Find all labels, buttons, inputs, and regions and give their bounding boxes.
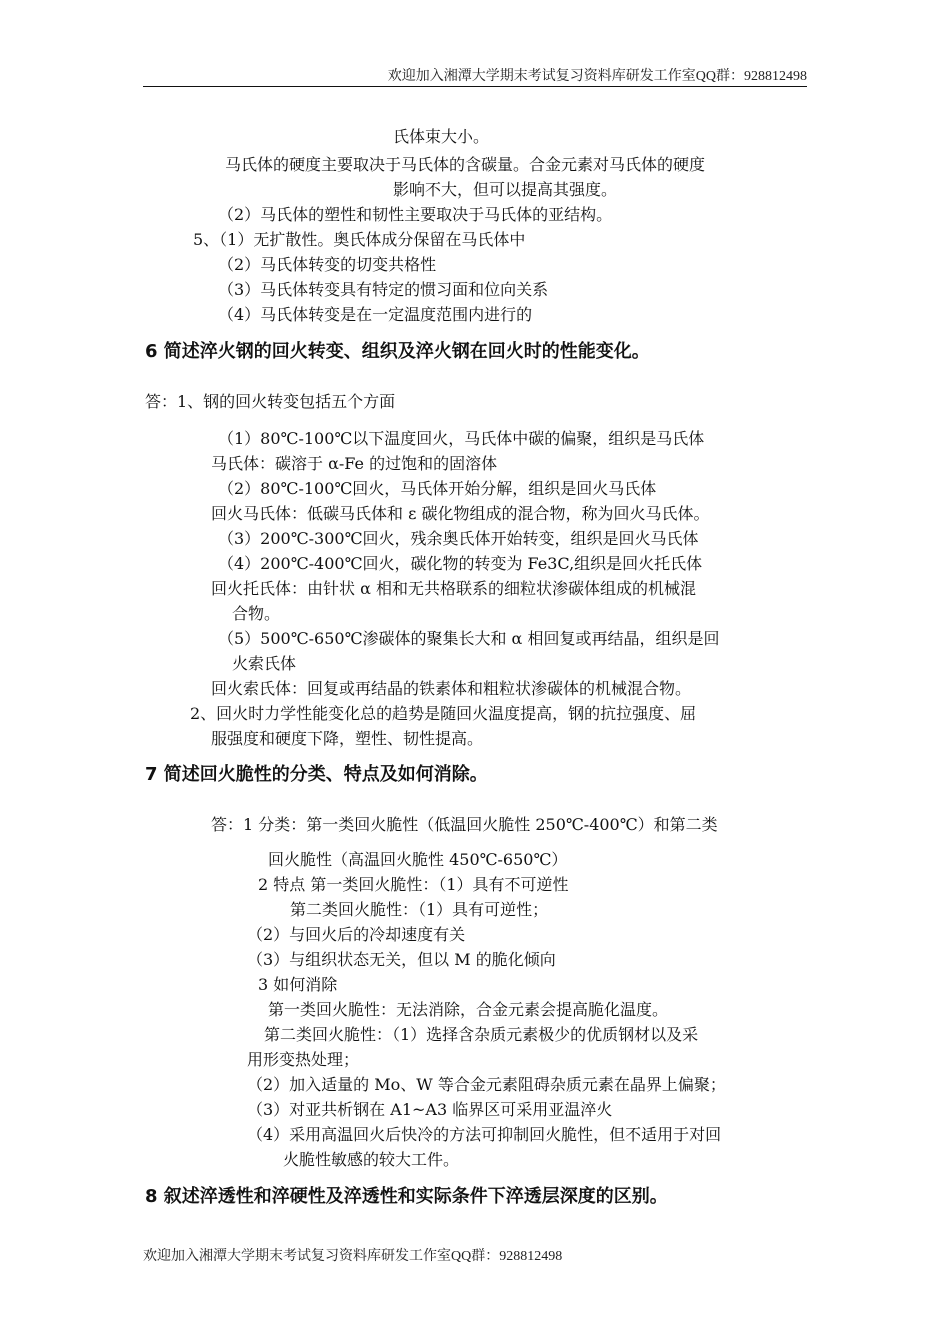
text-line: 影响不大，但可以提高其强度。 bbox=[393, 180, 618, 199]
text-line: 马氏体：碳溶于 α-Fe 的过饱和的固溶体 bbox=[211, 454, 498, 473]
text-line: （2）80℃-100℃回火，马氏体开始分解，组织是回火马氏体 bbox=[218, 479, 657, 498]
text-line: 氏体束大小。 bbox=[393, 127, 490, 146]
section-heading: 8 叙述淬透性和淬硬性及淬透性和实际条件下淬透层深度的区别。 bbox=[145, 1186, 668, 1207]
text-line: 回火脆性（高温回火脆性 450℃-650℃） bbox=[268, 850, 568, 869]
text-line: （5）500℃-650℃渗碳体的聚集长大和 α 相回复或再结晶，组织是回 bbox=[218, 629, 720, 648]
text-line: （2）马氏体转变的切变共格性 bbox=[218, 255, 437, 274]
text-line: （2）马氏体的塑性和韧性主要取决于马氏体的亚结构。 bbox=[218, 205, 613, 224]
text-line: 5、（1）无扩散性。奥氏体成分保留在马氏体中 bbox=[193, 230, 526, 249]
text-line: 2 特点 第一类回火脆性：（1）具有不可逆性 bbox=[258, 875, 569, 894]
text-line: （2）加入适量的 Mo、W 等合金元素阻碍杂质元素在晶界上偏聚； bbox=[247, 1075, 726, 1094]
header-rule bbox=[143, 86, 807, 87]
text-line: 2、回火时力学性能变化总的趋势是随回火温度提高，钢的抗拉强度、屈 bbox=[190, 704, 697, 723]
text-line: 回火马氏体：低碳马氏体和 ε 碳化物组成的混合物，称为回火马氏体。 bbox=[211, 504, 710, 523]
text-line: 第一类回火脆性：无法消除，合金元素会提高脆化温度。 bbox=[268, 1000, 669, 1019]
text-line: 合物。 bbox=[232, 604, 281, 623]
text-line: （4）马氏体转变是在一定温度范围内进行的 bbox=[218, 305, 533, 324]
text-line: 第二类回火脆性：（1）具有可逆性； bbox=[290, 900, 549, 919]
text-line: 马氏体的硬度主要取决于马氏体的含碳量。合金元素对马氏体的硬度 bbox=[225, 155, 706, 174]
text-line: （4）采用高温回火后快冷的方法可抑制回火脆性，但不适用于对回 bbox=[247, 1125, 722, 1144]
section-heading: 6 简述淬火钢的回火转变、组织及淬火钢在回火时的性能变化。 bbox=[145, 341, 650, 362]
text-line: 用形变热处理； bbox=[247, 1050, 360, 1069]
text-line: 答：1 分类：第一类回火脆性（低温回火脆性 250℃-400℃）和第二类 bbox=[211, 815, 718, 834]
text-line: 3 如何消除 bbox=[258, 975, 338, 994]
text-line: （3）马氏体转变具有特定的惯习面和位向关系 bbox=[218, 280, 549, 299]
text-line: （3）200℃-300℃回火，残余奥氏体开始转变，组织是回火马氏体 bbox=[218, 529, 699, 548]
text-line: （1）80℃-100℃以下温度回火，马氏体中碳的偏聚，组织是马氏体 bbox=[218, 429, 705, 448]
page-header: 欢迎加入湘潭大学期末考试复习资料库研发工作室QQ群：928812498 bbox=[387, 69, 807, 84]
text-line: 服强度和硬度下降，塑性、韧性提高。 bbox=[211, 729, 484, 748]
text-line: （3）对亚共析钢在 A1~A3 临界区可采用亚温淬火 bbox=[247, 1100, 613, 1119]
section-heading: 7 简述回火脆性的分类、特点及如何消除。 bbox=[145, 764, 488, 785]
text-line: 答：1、钢的回火转变包括五个方面 bbox=[145, 392, 396, 411]
text-line: 回火索氏体：回复或再结晶的铁素体和粗粒状渗碳体的机械混合物。 bbox=[211, 679, 692, 698]
text-line: （3）与组织状态无关，但以 M 的脆化倾向 bbox=[247, 950, 556, 969]
text-line: 第二类回火脆性：（1）选择含杂质元素极少的优质钢材以及采 bbox=[264, 1025, 699, 1044]
text-line: 火索氏体 bbox=[232, 654, 297, 673]
text-line: （2）与回火后的冷却速度有关 bbox=[247, 925, 466, 944]
text-line: （4）200℃-400℃回火，碳化物的转变为 Fe3C,组织是回火托氏体 bbox=[218, 554, 703, 573]
text-line: 回火托氏体：由针状 α 相和无共格联系的细粒状渗碳体组成的机械混 bbox=[211, 579, 696, 598]
text-line: 火脆性敏感的较大工件。 bbox=[283, 1150, 460, 1169]
page-footer: 欢迎加入湘潭大学期末考试复习资料库研发工作室QQ群：928812498 bbox=[143, 1249, 563, 1264]
